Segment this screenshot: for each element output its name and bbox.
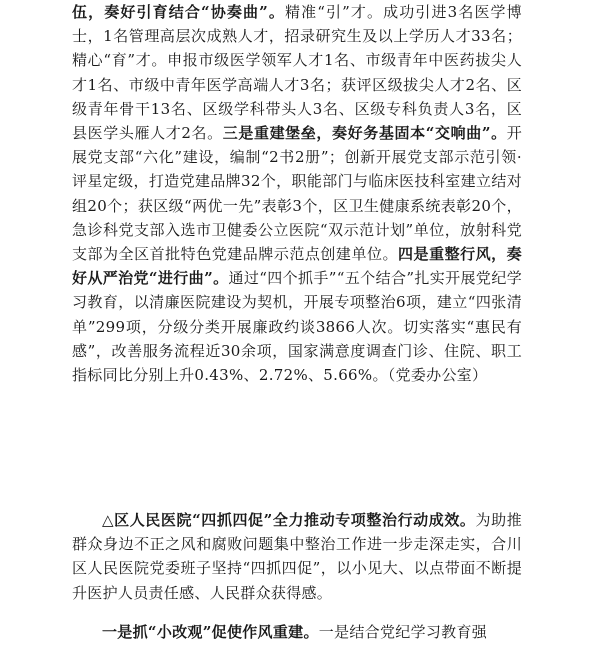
run-text: 精准“引”才。成功引进3名医学博士，1名管理高层次成熟人才，招录研究生及以上学历人才33名；精心“育”才。申报市级医学领军人才1名、市级青年中医药拔尖人才1名、市级中青年医学高端人才3名；获评区级拔尖人才2名、区级青年骨干13名、区级学科带头人3名、区级专科负责人3名，区县医学头雁人才2名。 — [72, 3, 522, 143]
run-heading: 一是抓“小改观”促使作风重建。 — [102, 623, 319, 641]
run-text: 开展党支部“六化”建设，编制“2书2册”；创新开展党支部示范引领·评星定级，打造党建品牌32个，职能部门与临床医技科室建立结对组20个；获区级“两优一先”表彰3个，区卫生健康系统表彰20个，急诊科党支部入选市卫健委公立医院“双示范计划”单位，放射科党支部为全区首批特色党建品牌示范点创建单位。 — [72, 124, 522, 264]
paragraph-talent-and-party-building — [72, 0, 522, 387]
run-heading: 伍，奏好引育结合“协奏曲”。 — [72, 3, 285, 21]
run-text: 为助推群众身边不正之风和腐败问题集中整治工作进一步走深走实，合川区人民医院党委班子坚持“四抓四促”，以小见大、以点带面不断提升医护人员责任感、人民群众获得感。 — [72, 511, 522, 602]
paragraph-style-rebuilding — [72, 620, 522, 644]
run-text: 通过“四个抓手”“五个结合”扎实开展党纪学习教育，以清廉医院建设为契机，开展专项整治6项，建立“四张清单”299项，分级分类开展廉政约谈3866人次。切实落实“惠民有感”，改善服务流程近30余项，国家满意度调查门诊、住院、职工指标同比分别上升0.43%、2.72%、5.66%。（党委办公室） — [72, 269, 522, 385]
run-heading: △区人民医院“四抓四促”全力推动专项整治行动成效。 — [102, 511, 476, 529]
run-text: 一是结合党纪学习教育强 — [318, 623, 488, 641]
run-heading: 三是重建堡垒，奏好务基固本“交响曲”。 — [222, 124, 507, 143]
paragraph-hospital-rectification — [72, 508, 522, 605]
run-heading: 四是重整行风，奏好从严治党“进行曲”。 — [72, 245, 522, 288]
